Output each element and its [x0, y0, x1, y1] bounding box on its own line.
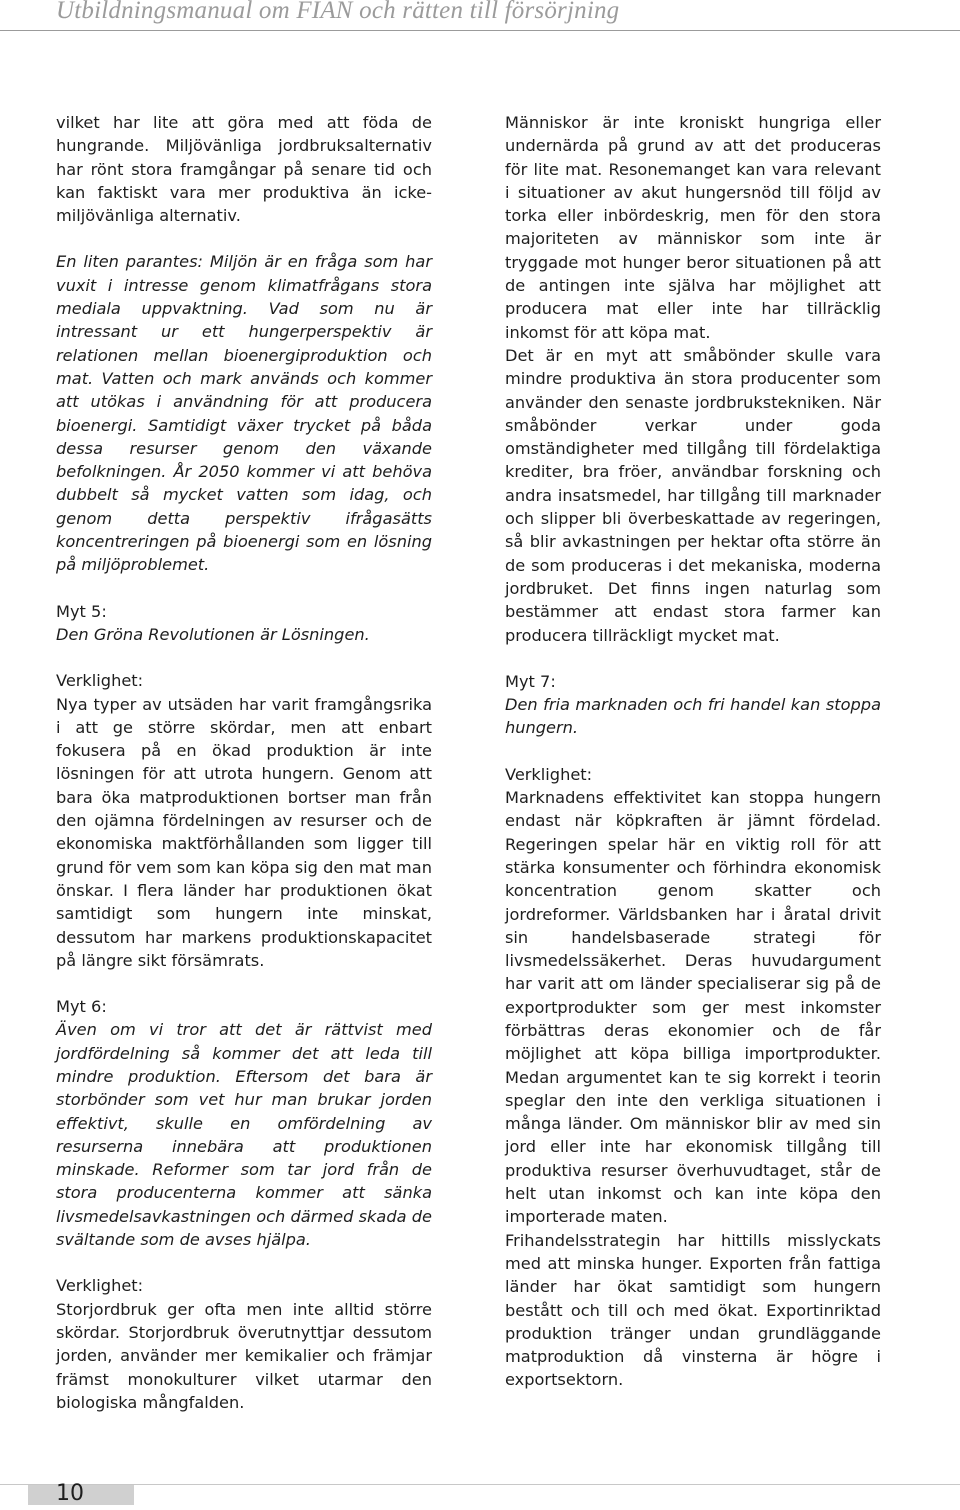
environment-aside: En liten parantes: Miljön är en fråga som har vuxit i intresse genom klimatfrågans stora mediala uppvaktning. Vad som nu är intressant ur ett hungerperspektiv är relationen mellan bioenergiproduktion och mat. Vatten och mark används och kommer att utökas i användning för att producera bioenergi. Samtidigt växer trycket på båda dessa resurser genom den växande befolkningen. År 2050 kommer vi att behöva dubbelt så mycket vatten som idag, och genom detta perspektiv ifrågasätts koncentreringen på bioenergi som en lösning på miljöproblemet.: [56, 252, 432, 575]
page-number: 10: [56, 1481, 84, 1506]
reality-6-text: Storjordbruk ger ofta men inte alltid större skördar. Storjordbruk överutnyttjar dessutom jorden, använder mer kemikalier och främjar främst monokulturer vilket utarmar den biologiska mångfalden.: [56, 1299, 432, 1412]
reality-5-text: Nya typer av utsäden har varit framgångsrika i att ge större skördar, men att enbart fokusera på en ökad produktion är inte lösningen för att utrota hungern. Genom att bara öka matproduktionen bortser man från den ojämna fördelningen av resurser och de ekonomiska maktförhållanden som ligger till grund för vem som kan köpa sig den mat man önskar. I flera länder har produktionen ökat samtidigt som hungern inte minskat, dessutom har markens produktionskapacitet på längre sikt försämrats.: [56, 694, 432, 970]
paragraph: Frihandelsstrategin har hittills misslyckats med att minska hunger. Exporten från fattiga länder har ökat samtidigt som hungern bestått och till och med ökat. Exportinriktad produktion tränger undan grundläggande matproduktion då vinsterna är högre i exportsektorn.: [505, 1230, 881, 1390]
myth-5-label: Myt 5:: [56, 601, 107, 621]
right-column: [505, 111, 881, 1392]
paragraph: vilket har lite att göra med att föda de hungrande. Miljövänliga jordbruksalternativ har rönt stora framgångar på senare tid och kan faktiskt vara mer produktiva än icke-miljövänliga alternativ.: [56, 113, 432, 226]
running-header: Utbildningsmanual om FIAN och rätten till försörjning: [56, 0, 620, 24]
reality-7-label: Verklighet:: [505, 764, 593, 784]
paragraph: Människor är inte kroniskt hungriga eller undernärda på grund av att det produceras för lite mat. Resonemanget kan vara relevant i situationer av akut hungersnöd till följd av torka eller inbördeskrig, men för den stora majoriteten av människor som inte är tryggade mot hunger beror situationen på att de antingen inte själva har möjlighet att producera mat eller inte har tillräcklig inkomst för att köpa mat.: [505, 113, 881, 342]
header-divider: [0, 30, 960, 31]
reality-5-label: Verklighet:: [56, 671, 144, 691]
paragraph: Det är en myt att småbönder skulle vara mindre produktiva än stora producenter som använder den senaste jordbrukstekniken. När småbönder verkar under goda omständigheter med tillgång till fördelaktiga krediter, bra fröer, användbar forskning och andra insatsmedel, har tillgång till marknader och slipper bli överbeskattade av regeringen, så blir avkastningen per hektar ofta större än de som produceras i det mekaniska, moderna jordbruket. Det finns ingen naturlag som bestämmer att endast stora farmer kan producera tillräckligt mycket mat.: [505, 345, 881, 645]
myth-6-label: Myt 6:: [56, 997, 107, 1017]
myth-7-title: Den fria marknaden och fri handel kan stoppa hungern.: [505, 695, 881, 738]
footer-rule: [0, 1484, 960, 1510]
left-column: [56, 111, 432, 1414]
myth-6-text: Även om vi tror att det är rättvist med jordfördelning så kommer det att leda till mindre produktion. Eftersom det bara är storbönder som vet hur man brukar jorden effektivt, skulle en omfördelning av resurserna innebära att produktionen minskade. Reformer som tar jord från de stora producenterna kommer att sänka livsmedelsavkastningen och därmed skada de svältande som de avses hjälpa.: [56, 1020, 432, 1250]
reality-7-text: Marknadens effektivitet kan stoppa hungern endast när köpkraften är jämnt fördelad. Regeringen spelar här en viktig roll för att stärka konsumenter och förhindra ekonomisk koncentration genom skatter och jordreformer. Världsbanken har i åratal drivit sin handelsbaserade strategi för livsmedelssäkerhet. Deras huvudargument har varit att om länder specialiserar sig på de exportprodukter som ger mest inkomster förbättras deras ekonomier och de får möjlighet att köpa billiga importprodukter. Medan argumentet kan te sig korrekt i teorin speglar den inte den verkliga situationen i många länder. Om människor blir av med sin jord eller inte har ekonomisk tillgång till produktiva resurser överhuvudtaget, står de helt utan inkomst och kan inte köpa den importerade maten.: [505, 788, 881, 1227]
myth-5-title: Den Gröna Revolutionen är Lösningen.: [56, 624, 370, 644]
myth-7-label: Myt 7:: [505, 671, 556, 691]
reality-6-label: Verklighet:: [56, 1276, 144, 1296]
